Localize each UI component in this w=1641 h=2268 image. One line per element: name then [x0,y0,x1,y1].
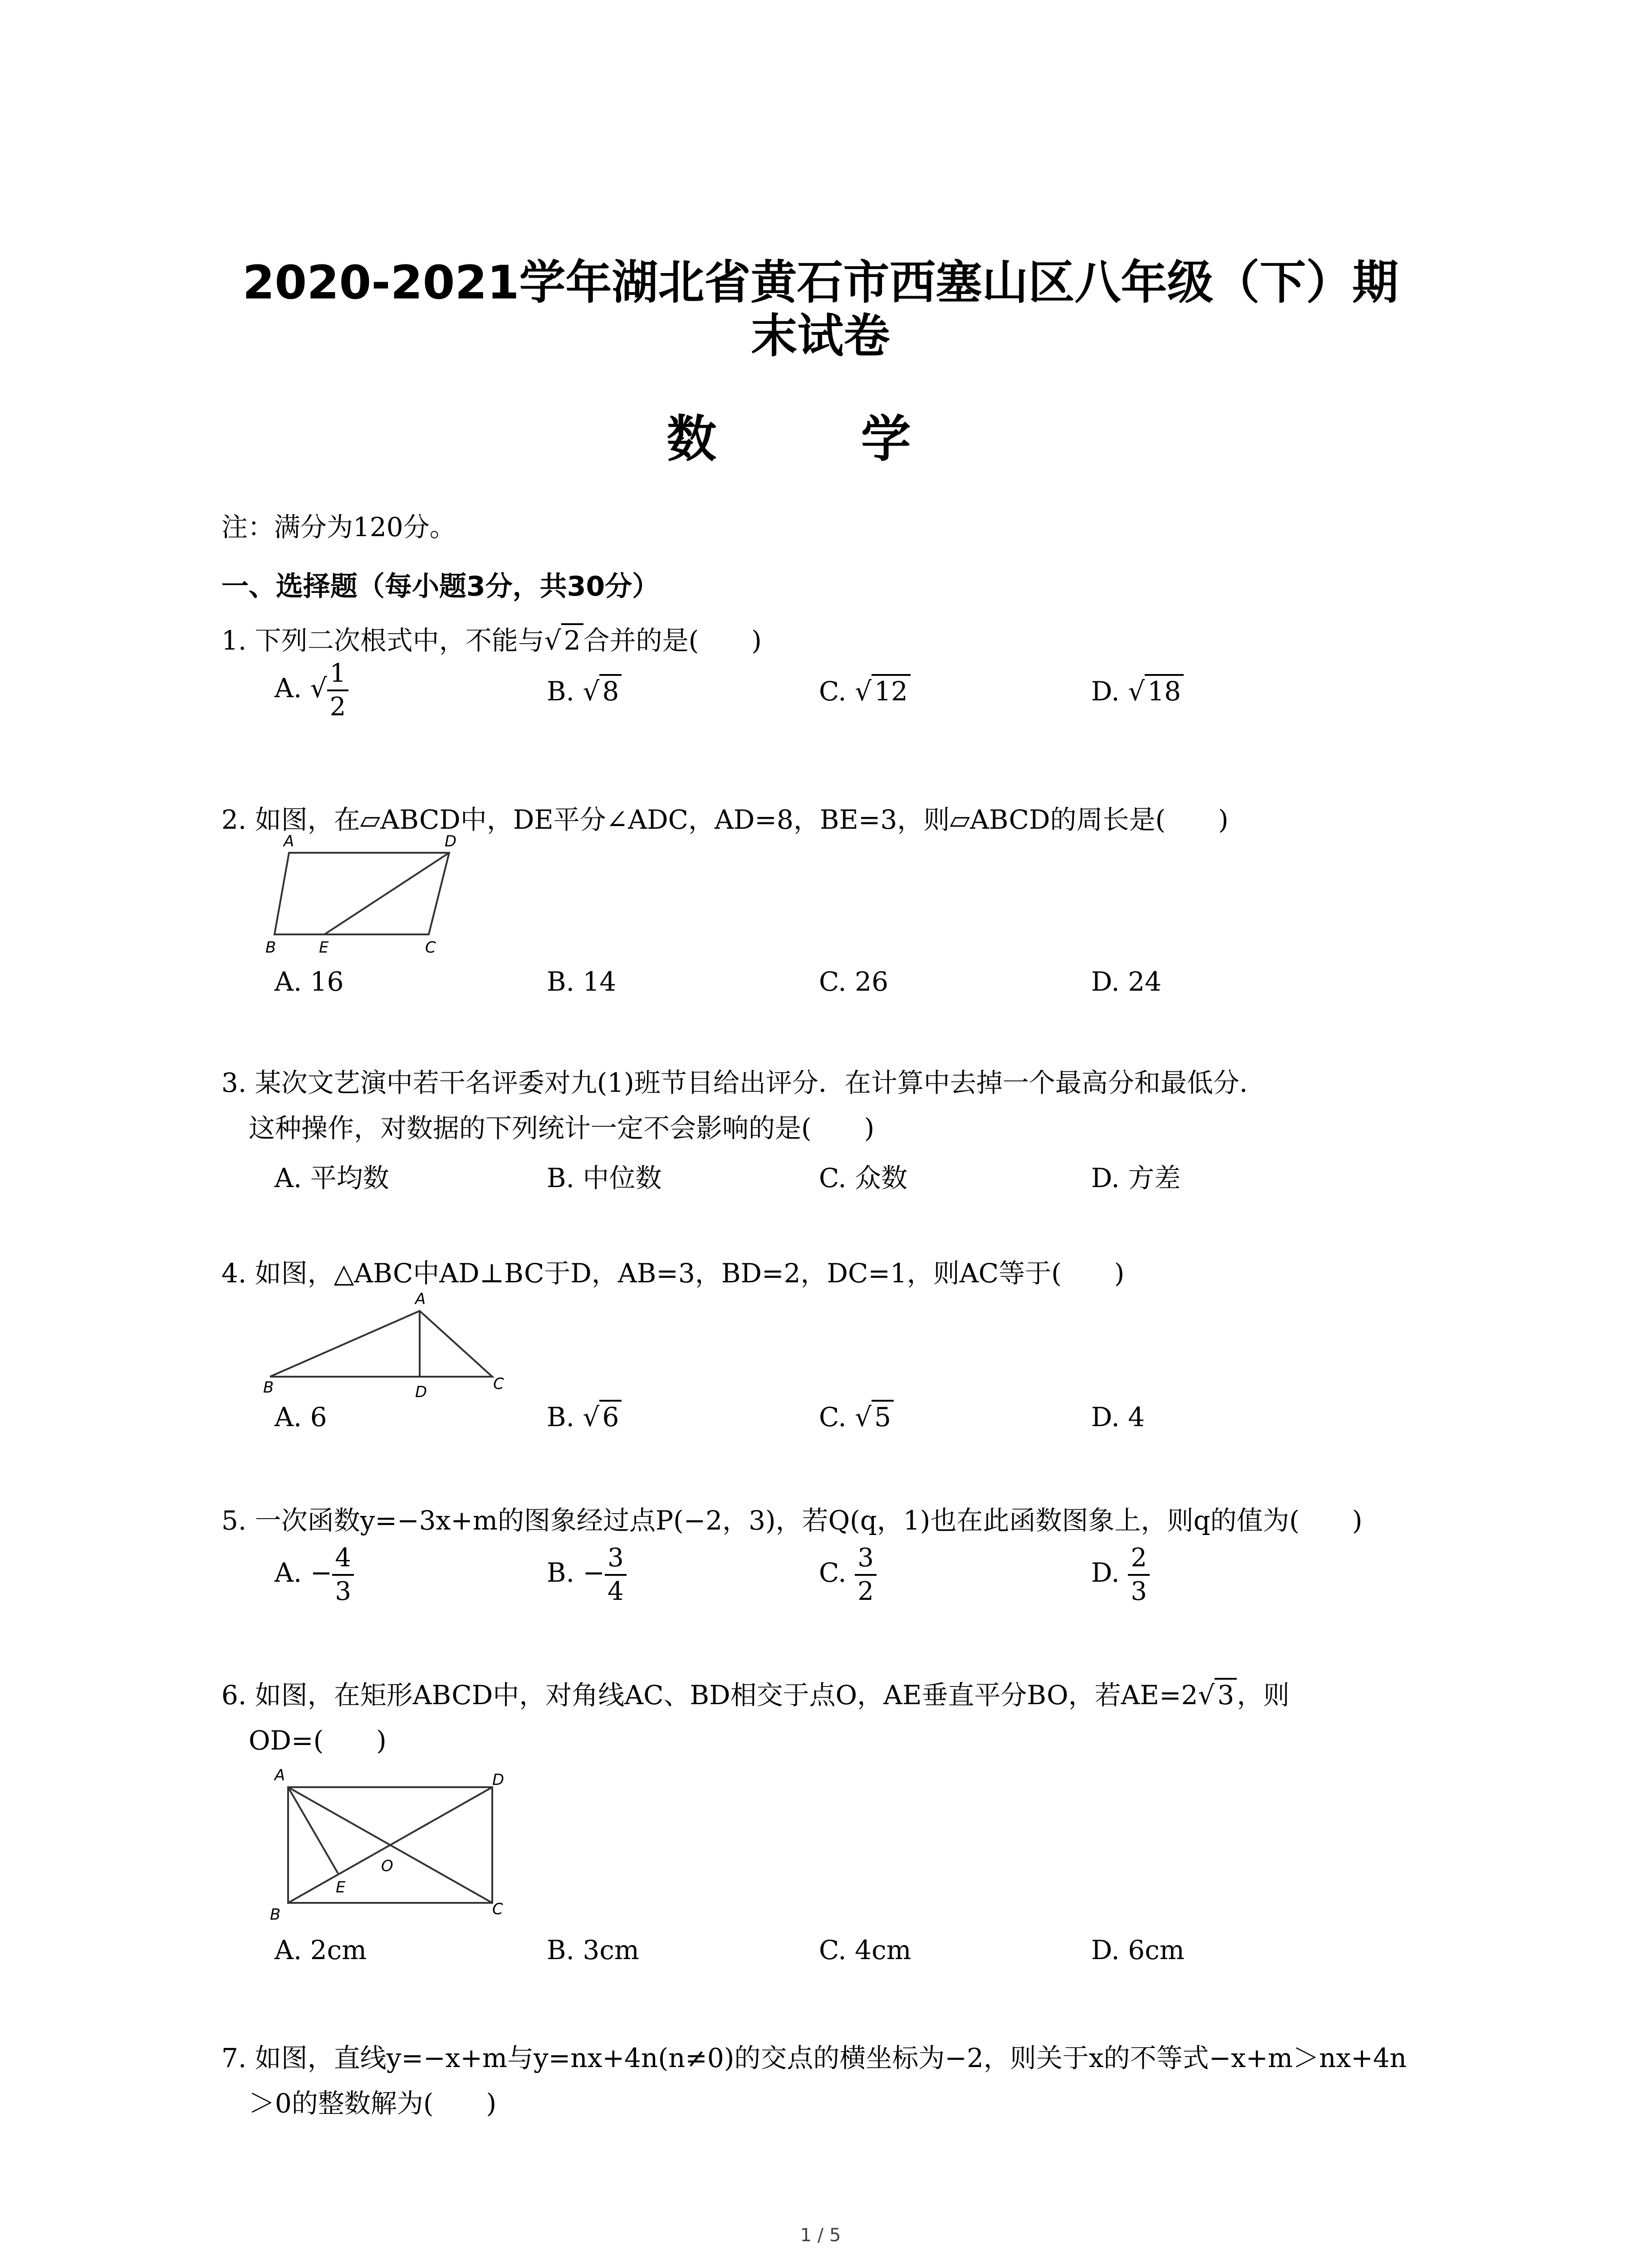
q1-option-b: B. √ 8 [547,676,622,707]
question-6-stem [221,1674,1289,1712]
option-label: A. [274,1557,302,1589]
question-6-line-2: OD=( ) [249,1725,387,1756]
question-1-text-b: 合并的是( ) [583,625,762,656]
q5-option-b [547,1542,627,1608]
q1-option-a: A. √ $\frac{1}{2}$ [274,658,348,723]
question-5-stem: 5. 一次函数y=−3x+m的图象经过点P(−2，3)，若Q(q，1)也在此函数图象上，则q的值为( ) [221,1505,1362,1536]
label-e: E [319,938,329,957]
q4-option-a: A. 6 [274,1402,327,1432]
q4-option-d: D. 4 [1091,1402,1145,1432]
numerator: 2 [1128,1542,1150,1576]
q2-option-d: D. 24 [1091,966,1162,997]
option-label: C. [819,1557,847,1589]
minus-sign: − [310,1557,333,1589]
question-1-text-a: 1. 下列二次根式中，不能与 [221,625,544,656]
label-o: O [381,1857,393,1875]
sqrt-2: √ 2 [544,623,583,656]
question-3-line-1: 3. 某次文艺演中若干名评委对九(1)班节目给出评分．在计算中去掉一个最高分和最低分． [221,1067,1266,1098]
q6-option-c: C. 4cm [819,1935,911,1965]
option-label: B. [547,1557,575,1589]
title-line-2: 末试卷 [751,309,890,363]
q4-option-c: C. √ 5 [819,1402,894,1432]
q3-option-d: D. 方差 [1091,1163,1181,1193]
label-d: D [492,1771,505,1789]
label-b: B [270,1906,281,1924]
q2-parallelogram-figure [261,830,474,962]
question-1-stem [221,619,762,657]
option-label: B. [547,1402,575,1432]
q2-option-c: C. 26 [819,966,888,997]
q1-option-c: C. √ 12 [819,676,911,707]
radicand: 12 [872,674,911,707]
numerator: 1 [327,658,349,691]
title-line-1: 2020-2021学年湖北省黄石市西塞山区八年级（下）期 [242,256,1399,310]
radicand: 6 [599,1400,622,1432]
option-label: C. [819,676,847,707]
denominator: 4 [607,1577,624,1606]
radicand: 2 [561,623,583,656]
label-b: B [265,938,276,957]
label-d: D [415,1383,427,1401]
q5-option-d [1091,1542,1150,1608]
q6-option-b: B. 3cm [547,1935,639,1965]
q6-rectangle-figure [261,1760,524,1928]
question-6-text-b: ，则 [1237,1680,1290,1711]
option-label: D. [1091,1557,1120,1589]
denominator: 3 [1131,1577,1147,1606]
q2-option-a: A. 16 [274,966,344,997]
question-6-text-a: 6. 如图，在矩形ABCD中，对角线AC、BD相交于点O，AE垂直平分BO，若AE=2 [221,1680,1198,1711]
q5-option-a [274,1542,354,1608]
label-c: C [493,1375,504,1393]
label-b: B [263,1378,274,1397]
section-heading: 一、选择题（每小题3分，共30分） [221,571,660,602]
q6-option-d: D. 6cm [1091,1935,1185,1965]
page-number: 1 / 5 [800,2225,841,2246]
q4-triangle-figure [261,1288,515,1402]
denominator: 3 [335,1577,352,1606]
minus-sign: − [583,1557,605,1589]
q1-option-d: D. √ 18 [1091,676,1184,707]
radicand: 8 [599,674,622,707]
radicand: 3 [1215,1678,1237,1711]
label-c: C [492,1900,503,1918]
subject-heading: 数 学 [666,410,975,468]
label-d: D [445,832,457,850]
q3-option-b: B. 中位数 [547,1163,662,1193]
denominator: 2 [329,692,346,722]
label-c: C [425,938,436,957]
radicand: 18 [1145,674,1184,707]
option-label: C. [819,1402,847,1432]
numerator: 3 [605,1542,627,1576]
q2-option-b: B. 14 [547,966,617,997]
label-a: A [284,832,294,850]
label-e: E [336,1878,346,1897]
question-7-line-2: ＞0的整数解为( ) [249,2088,497,2119]
q6-option-a: A. 2cm [274,1935,367,1965]
q5-option-c [819,1542,877,1608]
question-7-line-1: 7. 如图，直线y=−x+m与y=nx+4n(n≠0)的交点的横坐标为−2，则关于x的不等式−x+m＞nx+4n [221,2043,1407,2073]
option-label: A. [274,673,302,704]
sqrt-3: √ 3 [1198,1678,1237,1711]
q3-option-c: C. 众数 [819,1163,908,1193]
question-2-stem: 2. 如图，在▱ABCD中，DE平分∠ADC，AD=8，BE=3，则▱ABCD的周长是( ) [221,804,1229,835]
q4-option-b: B. √ 6 [547,1402,622,1432]
numerator: 4 [332,1542,354,1576]
label-a: A [415,1290,426,1308]
question-4-stem: 4. 如图，△ABC中AD⊥BC于D，AB=3，BD=2，DC=1，则AC等于( ) [221,1258,1125,1289]
score-note: 注：满分为120分。 [221,512,456,543]
option-label: D. [1091,676,1120,707]
numerator: 3 [855,1542,877,1576]
label-a: A [274,1766,285,1784]
q3-option-a: A. 平均数 [274,1163,389,1193]
denominator: 2 [857,1577,874,1606]
option-label: B. [547,676,575,707]
question-3-line-2: 这种操作，对数据的下列统计一定不会影响的是( ) [249,1113,875,1144]
radicand: 5 [872,1400,894,1432]
